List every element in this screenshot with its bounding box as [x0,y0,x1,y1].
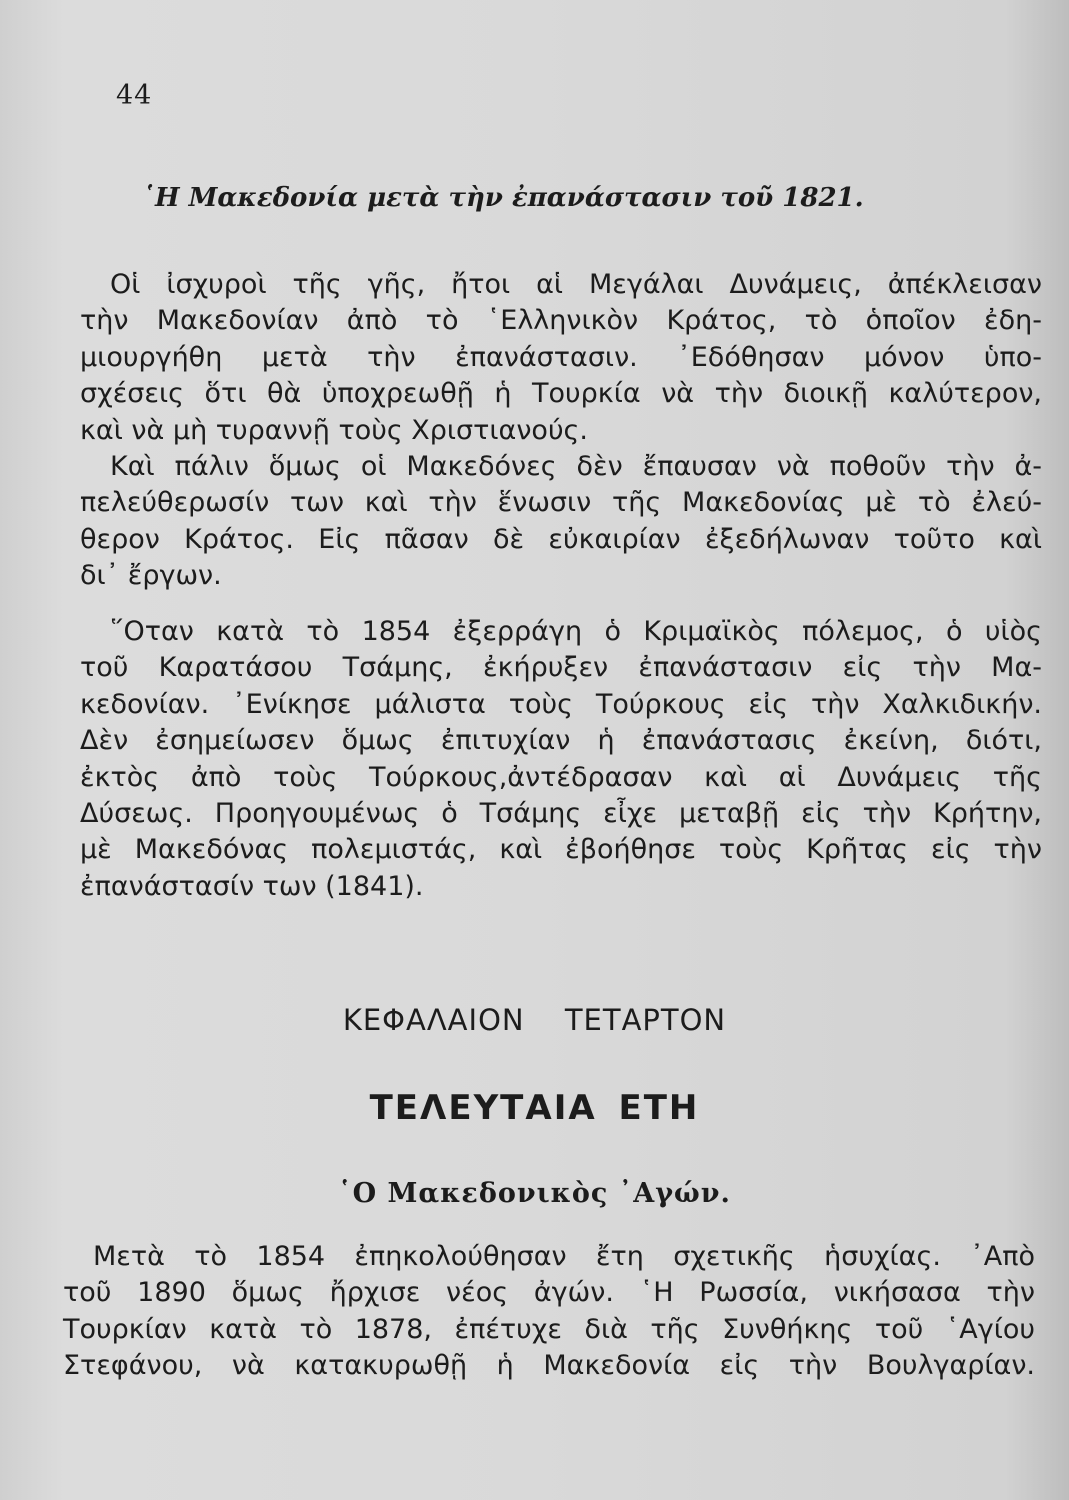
paragraph-line: πελεύθερωσίν των καὶ τὴν ἕνωσιν τῆς Μακεδονίας μὲ τὸ ἐλεύ- [80,487,1042,519]
paragraph-line: Μετὰ τὸ 1854 ἐπηκολούθησαν ἔτη σχετικῆς ἡσυχίας. ᾿Απὸ [93,1241,1035,1272]
page-number: 44 [116,80,153,111]
paragraph-2 [80,449,1042,595]
paragraph-line: Καὶ πάλιν ὅμως οἱ Μακεδόνες δὲν ἔπαυσαν νὰ ποθοῦν τὴν ἀ- [110,451,1042,482]
paragraph-line: ῞Οταν κατὰ τὸ 1854 ἐξερράγη ὁ Κριμαϊκὸς πόλεμος, ὁ υἱὸς [110,616,1042,647]
paragraph-line: τὴν Μακεδονίαν ἀπὸ τὸ ῾Ελληνικὸν Κράτος, τὸ ὁποῖον ἐδη- [80,305,1042,337]
paragraph-line: καὶ νὰ μὴ τυραννῇ τοὺς Χριστιανούς. [80,414,588,446]
paragraph-line: Δὲν ἐσημείωσεν ὅμως ἐπιτυχίαν ἡ ἐπανάστασις ἐκείνη, διότι, [80,725,1042,757]
paragraph-line: Τουρκίαν κατὰ τὸ 1878, ἐπέτυχε διὰ τῆς Συνθήκης τοῦ ῾Αγίου [63,1313,1035,1345]
paragraph-line: μὲ Μακεδόνας πολεμιστάς, καὶ ἐβοήθησε τοὺς Κρῆτας εἰς τὴν [80,834,1042,866]
sub-heading: ῾Ο Μακεδονικὸς ᾿Αγών. [338,1178,731,1209]
paragraph-line: τοῦ Καρατάσου Τσάμης, ἐκήρυξεν ἐπανάστασιν εἰς τὴν Μα- [80,652,1042,684]
paragraph-line: Στεφάνου, νὰ κατακυρωθῇ ἡ Μακεδονία εἰς τὴν Βουλγαρίαν. [63,1350,1035,1382]
paragraph-line: ἐκτὸς ἀπὸ τοὺς Τούρκους,ἀντέδρασαν καὶ αἱ Δυνάμεις τῆς [80,761,1042,793]
chapter-title: ΤΕΛΕΥΤΑΙΑ ΕΤΗ [369,1088,700,1128]
paragraph-3 [80,614,1042,905]
paragraph-line: Οἱ ἰσχυροὶ τῆς γῆς, ἤτοι αἱ Μεγάλαι Δυνάμεις, ἀπέκλεισαν [110,269,1042,300]
paragraph-line: Δύσεως. Προηγουμένως ὁ Τσάμης εἶχε μεταβῇ εἰς τὴν Κρήτην, [80,797,1042,829]
paragraph-line: τοῦ 1890 ὅμως ἤρχισε νέος ἀγών. ῾Η Ρωσσία, νικήσασα τὴν [63,1277,1035,1309]
section-heading: ῾Η Μακεδονία μετὰ τὴν ἐπανάστασιν τοῦ 1821. [142,183,864,213]
chapter-label: ΚΕΦΑΛΑΙΟΝ ΤΕΤΑΡΤΟΝ [342,1003,727,1037]
paragraph-1 [80,267,1042,449]
paragraph-line: θερον Κράτος. Εἰς πᾶσαν δὲ εὐκαιρίαν ἐξεδήλωναν τοῦτο καὶ [80,523,1042,555]
paragraph-line: ἐπανάστασίν των (1841). [80,870,424,902]
paragraph-line: μιουργήθη μετὰ τὴν ἐπανάστασιν. ᾿Εδόθησαν μόνον ὑπο- [80,341,1042,373]
paragraph-line: δι᾿ ἔργων. [80,560,222,592]
paragraph-line: κεδονίαν. ᾿Ενίκησε μάλιστα τοὺς Τούρκους εἰς τὴν Χαλκιδικήν. [80,688,1042,720]
paragraph-4 [63,1239,1035,1385]
paragraph-line: σχέσεις ὅτι θὰ ὑποχρεωθῇ ἡ Τουρκία νὰ τὴν διοικῇ καλύτερον, [80,378,1042,410]
